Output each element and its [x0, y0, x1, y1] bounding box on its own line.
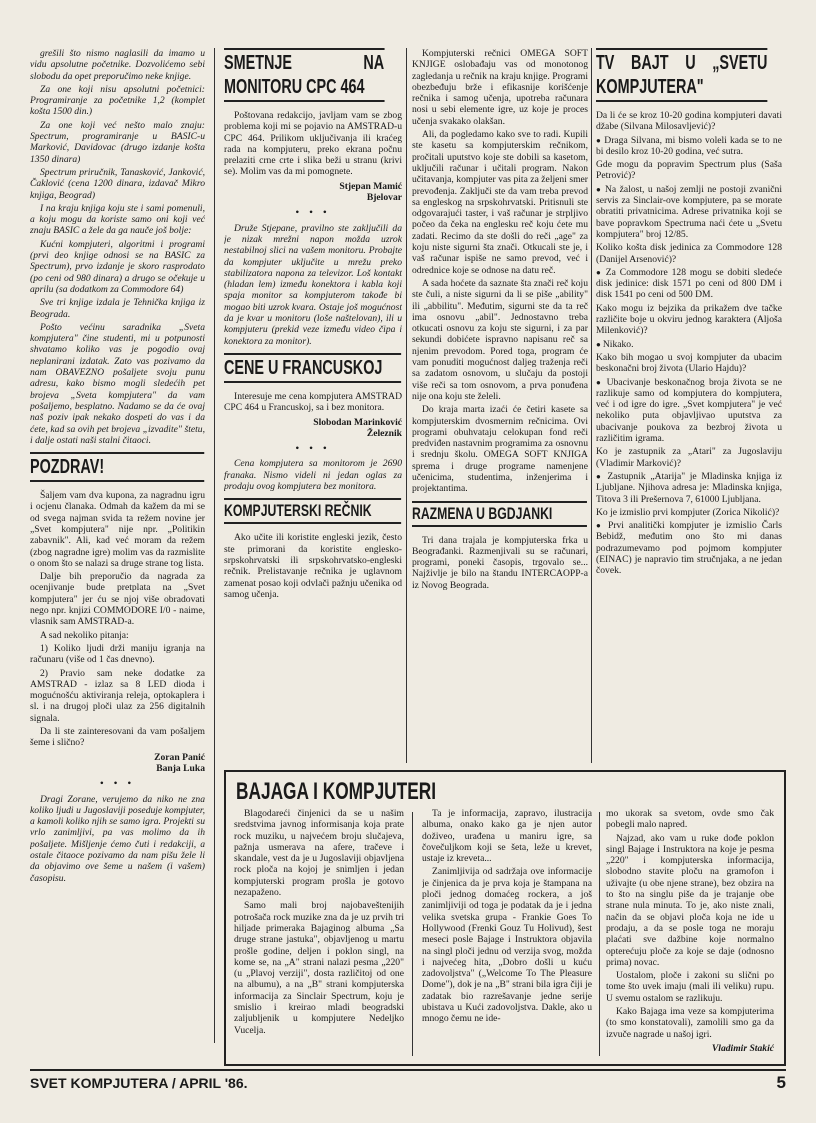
paragraph: Spectrum priručnik, Tanasković, Janković, Čaklović (cena 1200 dinara, izdavač Mikro knjiga, Beograd): [30, 166, 205, 201]
article-heading-cene: CENE U FRANCUSKOJ: [224, 353, 401, 383]
paragraph: Kućni kompjuteri, algoritmi i programi (prvi deo knjige odnosi se na BASIC za Spectrum), prvo izdanje je skoro rasprodato (po ceni od 980 dinara) a drugo se očekuje u aprilu (sa dodatkom za Commodore 64): [30, 238, 205, 295]
paragraph: Ta je informacija, zapravo, ilustracija albuma, onako kako ga je njen autor doživeo, urađena u maniru igre, sa čovečuljkom koji se šeta, leže u krevet, ustaje iz kreveta...: [422, 808, 592, 865]
letter-signature: Zoran Panić Banja Luka: [154, 751, 205, 774]
bajaga-article-box: [224, 770, 786, 1066]
question: Da li će se kroz 10-20 godina kompjuteri davati džabe (Silvana Milosavljević)?: [596, 110, 782, 133]
paragraph: mo ukorak sa svetom, ovde smo čak pobegli malo napred.: [606, 808, 774, 831]
article-heading-smetnje: SMETNJE NA MONITORU CPC 464: [224, 48, 384, 102]
paragraph: Samo mali broj najobaveštenijih potrošača rock muzike zna da je uz prvih tri hiljade primeraka Bajaginog albuma „Sa druge strane jastuka", objavljenog u martu prošle godine, deljen i poklon singl, na kome se, na „A" strani nalazi pesma „220" (u „Plavoj verziji", dosta različitoj od one na albumu), a na „B" strani kompjuterska informacija za Sinclair Spectrum, koju je smislio i kreirao mladi beogradski zaljubljenik u kompjutere Nedeljko Vucelja.: [234, 900, 404, 1036]
paragraph: Sve tri knjige izdala je Tehnička knjiga iz Beograda.: [30, 297, 205, 320]
article-heading-bajaga: BAJAGA I KOMPJUTERI: [236, 778, 437, 805]
paragraph: Kompjuterski rečnici OMEGA SOFT KNJIGE oslobađaju vas od monotonog zagledanja u rečnik na kraju knjige. Programi obezbeđuju brže i efikasnije korišćenje rečnika i samog učenja, upotreba računara nosi u sebi elemente igre, uz koje je proces učenja svakako olakšan.: [412, 48, 588, 127]
answer: ● Na žalost, u našoj zemlji ne postoji zvanični servis za Sinclair-ove kompjutere, pa se morate obratiti privatnicima. Adrese privatnika koji se bave popravkom Spectruma naći ćete u „Svetu kompjutera" broj 12/85.: [596, 184, 782, 240]
paragraph: Ako učite ili koristite engleski jezik, često ste primorani da koristite englesko-srpskohrvatski ili srpskohrvatsko-engleski rečnik. Prelistavanje rečnika je uglavnom zamenat posao koji odvlači pažnju učenika od samog učenja.: [224, 532, 402, 600]
separator-stars: • • •: [295, 443, 331, 455]
magazine-issue: SVET KOMPJUTERA / APRIL '86.: [30, 1075, 248, 1091]
paragraph: Da li ste zainteresovani da vam pošaljem šeme i slično?: [30, 726, 205, 749]
separator-stars: • • •: [100, 778, 135, 790]
bajaga-column-1: [234, 808, 404, 1060]
question: Ko je izmislio prvi kompjuter (Zorica Nikolić)?: [596, 506, 780, 518]
article-heading-pozdrav: POZDRAV!: [30, 452, 204, 482]
question: Ko je zastupnik za „Atari" za Jugoslaviju (Vladimir Marković)?: [596, 446, 782, 469]
paragraph: A sad nekoliko pitanja:: [40, 629, 129, 641]
column-divider: [412, 812, 413, 1056]
paragraph: Dalje bih preporučio da nagrada za ocenjivanje bude pretplata na „Svet kompjutera" jer ću se njoj više obradovati nego npr. knjizi COMMODORE I/0 - naime, vlasnik sam AMSTRAD-a.: [30, 571, 205, 628]
paragraph: grešili što nismo naglasili da imamo u vidu apsolutne početnike. Dozvolićemo sebi slobodu da opet preporučimo neke knjige.: [30, 48, 205, 82]
paragraph: 2) Pravio sam neke dodatke za AMSTRAD - izlaz sa 8 LED dioda i mogućnošću aktiviranja releja, optokaplera i sl. i na drugoj ploči ulaz za 256 digitalnih signala.: [30, 667, 205, 724]
question: Kako mogu iz bejzika da prikažem dve tačke različite boje u okviru jednog karaktera (Aljoša Milenković)?: [596, 302, 782, 337]
paragraph: 1) Koliko ljudi drži maniju igranja na računaru (više od 1 čas dnevno).: [30, 642, 205, 666]
paragraph: Najzad, ako vam u ruke dođe poklon singl Bajage i Instruktora na koje je pesma „220" i kompjuterska informacija, slobodno stavite ploču na gramofon i uživajte (u obe njene strane), bez obzira na to što na singlu piše da je trajanje obe strane nula minuta. To je, ako niste znali, način da se objavi ploča koja ne ide u prodaju, a da se posle toga ne moraju plaćati sve dažbine koje normalno opterećuju ploče za koje se daje (odnosno prima) novac.: [606, 832, 774, 968]
answer: ● Zastupnik „Atarija" je Mladinska knjiga iz Ljubljane. Njihova adresa je: Mladinska knjiga, Titova 3 ili Prešernova 7, 61000 Ljubljana.: [596, 471, 782, 505]
page-number: 5: [776, 1073, 786, 1092]
paragraph: Uostalom, ploče i zakoni su slični po tome što uvek imaju (mali ili veliku) rupu. U svemu ostalom se razlikuju.: [606, 970, 774, 1004]
paragraph: Druže Stjepane, pravilno ste zaključili da je nizak mrežni napon možda uzrok nestabilnoj slici na vašem monitoru. Probajte da kompjuter uključite u mrežu preko stabilizatora napona za televizor. Loš kontakt (hladan lem) između konektora i kabla koji spaja monitor sa kompjuterom takođe bi mogao biti uzrok kvara. Ostaje još mogućnost da je kvar u monitoru (loše naštelovan), ili u kompjuteru (prekid veze između video čipa i konektora za monitor).: [224, 222, 402, 347]
bajaga-column-3: [606, 808, 774, 1060]
paragraph: A sada hoćete da saznate šta znači reč koju ste čuli, a niste sigurni da li se piše „ability" ili „abbilitu". Međutim, sigurni ste da ta reč ima osnovu „abil". Jednostavno treba otkucati osnovu za koju ste sigurni, i za par sekundi dobićete ispravno napisanu reč sa njenim prevodom. Pored toga, program će vam ponuditi mogućnost daljeg traženja reči sa zadatom osnovom, u slučaju da postoji više reči sa tom osnovom, a prva ponuđena nije ona koju ste želeli.: [412, 277, 588, 402]
column-divider: [599, 812, 600, 1056]
question: Koliko košta disk jedinica za Commodore 128 (Danijel Arsenović)?: [596, 242, 782, 265]
article-heading-recnik: KOMPJUTERSKI REČNIK: [224, 498, 401, 524]
paragraph: Pošto većinu saradnika „Sveta kompjutera" čine studenti, mi u potpunosti shvatamo koliko vas je pogodio ovaj neplanirani izdatak. Zato vas pozivamo da nam OBAVEZNO pošaljete svoju punu adresu, kako bismo mogli sledećih pet brojeva „Sveta kompjutera" da vam pošaljemo, besplatno. Nadamo se da će ovaj naš poziv ipak nekako dospeti do vas i da ćete, kad sa ovih pet brojeva „izvadite" štetu, i dalje ostati naši stalni čitaoci.: [30, 321, 205, 446]
column-divider: [214, 48, 215, 1043]
bajaga-column-2: [422, 808, 592, 1060]
paragraph: Do kraja marta izaći će četiri kasete sa kompjuterskim dvosmernim rečnicima. Ovi programi obuhvataju celokupan fond reči predviđen nastavnim programima za osnovnu i srednju školu. OMEGA SOFT KNJIGA sprema i druge programe namenjene učenicima, studentima, inženjerima i projektantima.: [412, 404, 588, 495]
page-footer: [30, 1069, 786, 1093]
article-heading-razmena: RAZMENA U BGDJANKI: [412, 501, 587, 527]
paragraph: I na kraju knjiga koju ste i sami pomenuli, a koju mogu da koriste samo oni koji već znaju BASIC a žele da ga nauče još bolje:: [30, 202, 205, 237]
letter-signature: Stjepan Mamić Bjelovar: [339, 180, 402, 204]
paragraph: Za one koji nisu apsolutni početnici: Programiranje za početnike 1,2 (komplet košta 1500 din.): [30, 83, 205, 118]
paragraph: Interesuje me cena kompjutera AMSTRAD CPC 464 u Francuskoj, sa i bez monitora.: [224, 390, 402, 414]
question: Gde mogu da popravim Spectrum plus (Saša Petrović)?: [596, 159, 782, 182]
paragraph: Za one koji već nešto malo znaju: Spectrum, programiranje u BASIC-u Marković, Davidovac (drugo izdanje košta 1350 dinara): [30, 119, 205, 165]
separator-stars: • • •: [295, 207, 331, 219]
answer: ● Ubacivanje beskonačnog broja života se ne razlikuje samo od kompjutera do kompjutera, već i od igre do igre. „Svet kompjutera" je već nekoliko puta objavljivao uputstva za ubacivanje poukova za bezbroj života u različitim igrama.: [596, 377, 782, 445]
paragraph: Šaljem vam dva kupona, za nagradnu igru i ocjenu članaka. Odmah da kažem da mi se od svega najman svida ta režem novine jer „Svet kompjutera" nije npr. „Politikin zabavnik". Ali, kad već moram da režem (zbog nagradne igre) molim vas da razmislite o onom što se nalazi sa druge strane tog lista.: [30, 490, 205, 569]
answer: ● Nikako.: [596, 339, 782, 350]
column-divider: [406, 48, 407, 763]
answer: ● Draga Silvana, mi bismo voleli kada se to ne bi desilo kroz 10-20 godina, već sutra.: [596, 135, 782, 158]
letter-signature: Slobodan Marinković Železnik: [313, 416, 402, 439]
answer: ● Prvi analitički kompjuter je izmislio Čarls Bebidž, međutim ono što mi danas podrazumevamo pod pojmom kompjuter (EINAC) je napravio tim stručnjaka, a ne jedan čovek.: [596, 520, 782, 576]
paragraph: Blagodareći činjenici da se u našim sredstvima javnog informisanja koja prate rock muziku, u najvećem broju slučajeva, pažnja usmerava na afere, tračeve i skandale, vest da je u Jugoslaviji objavljena rock ploča na kojoj je snimljen i jedan kompjuterski program prošla je gotovo nezapaženo.: [234, 808, 404, 899]
paragraph: Poštovana redakcijo, javljam vam se zbog problema koji mi se pojavio na AMSTRAD-u CPC 464. Prilikom uključivanja ili kraćeg rada na kompjuteru, preko ekrana počnu prelaziti crne crte i slika beži u stranu (krivi se). Molim vas da mi pomognete.: [224, 110, 402, 178]
paragraph: Tri dana trajala je kompjuterska frka u Beograđanki. Razmenjivali su se računari, programi, poneki časopis, trgovalo se... Najživlje je bilo na štandu INTERCAOPP-a iz Novog Beograda.: [412, 534, 588, 591]
paragraph: Zanimljivija od sadržaja ove informacije je činjenica da je prva koja je štampana na ploči jednog domaćeg rockera, a još zanimljiviji od toga je podatak da je i jedna velika svetska grupa - Frankie Goes To Hollywood (Frenki Gouz Tu Holivud), šest meseci posle Bajage i Instruktora objavila na singl ploči jednu od verzija svog, možda i najvećeg hita, „Dobro došli u kuću zadovoljstva" („Welcome To The Pleasure Dome"), dok je na „B" strani bila igra čiji je zadatak bio razrešavanje jedne serije ubistava u Kući zadovoljstva. Dakle, ako u mnogo čemu ne ide-: [422, 866, 592, 1025]
paragraph: Kako Bajaga ima veze sa kompjuterima (to smo konstatovali), zamolili smo ga da izvuče nagrade u našoj igri.: [606, 1006, 774, 1040]
paragraph: Ali, da pogledamo kako sve to radi. Kupili ste kasetu sa kompjuterskim rečnikom, pročitali uputstvo koje ste dobili sa kasetom, uključili računar i učitali program. Nakon učitavanja, kompjuter vas pita za željeni smer prevođenja. Zaključi ste da vam treba prevod sa engleskog na srpskohrvatski. Pritisnuli ste odgovarajući taster, i vaš računar je strpljivo počeo da čeka na englesku reč koju ćete mu zadati. Recimo da ste došli do reči „age" za koju niste sigurni šta znači. Otkucali ste je, i vaš računar ispiše ne samo prevod, već i odrednice koje se odnose na datu reč.: [412, 129, 588, 276]
author-signature: Vladimir Stakić: [711, 1042, 774, 1054]
column-1: [30, 48, 205, 1063]
paragraph: Cena kompjutera sa monitorom je 2690 franaka. Nismo videli ni jedan oglas za prodaju ovog kompjutera bez monitora.: [224, 458, 402, 493]
paragraph: Dragi Zorane, verujemo da niko ne zna koliko ljudi u Jugoslaviji poseduje kompjuter, a kamoli koliko njih se samo igra. Projekti su vrlo zanimljivi, pa vas molimo da ih pošaljete. Mišljenje ćemo čuti i redakciji, a ostale čitaoce pozivamo da nam pišu žele li da objavimo ove šeme u našem (i vašem) časopisu.: [30, 793, 205, 884]
article-heading-tv-bajt: TV BAJT U „SVETU KOMPJUTERA": [596, 48, 767, 102]
question: Kako bih mogao u svoj kompjuter da ubacim beskonačni broj života (Ulario Hajdu)?: [596, 351, 782, 375]
column-divider: [591, 48, 592, 763]
answer: ● Za Commodore 128 mogu se dobiti sledeće disk jedinice: disk 1571 po ceni od 800 DM i disk 1541 po ceni od 500 DM.: [596, 267, 782, 301]
